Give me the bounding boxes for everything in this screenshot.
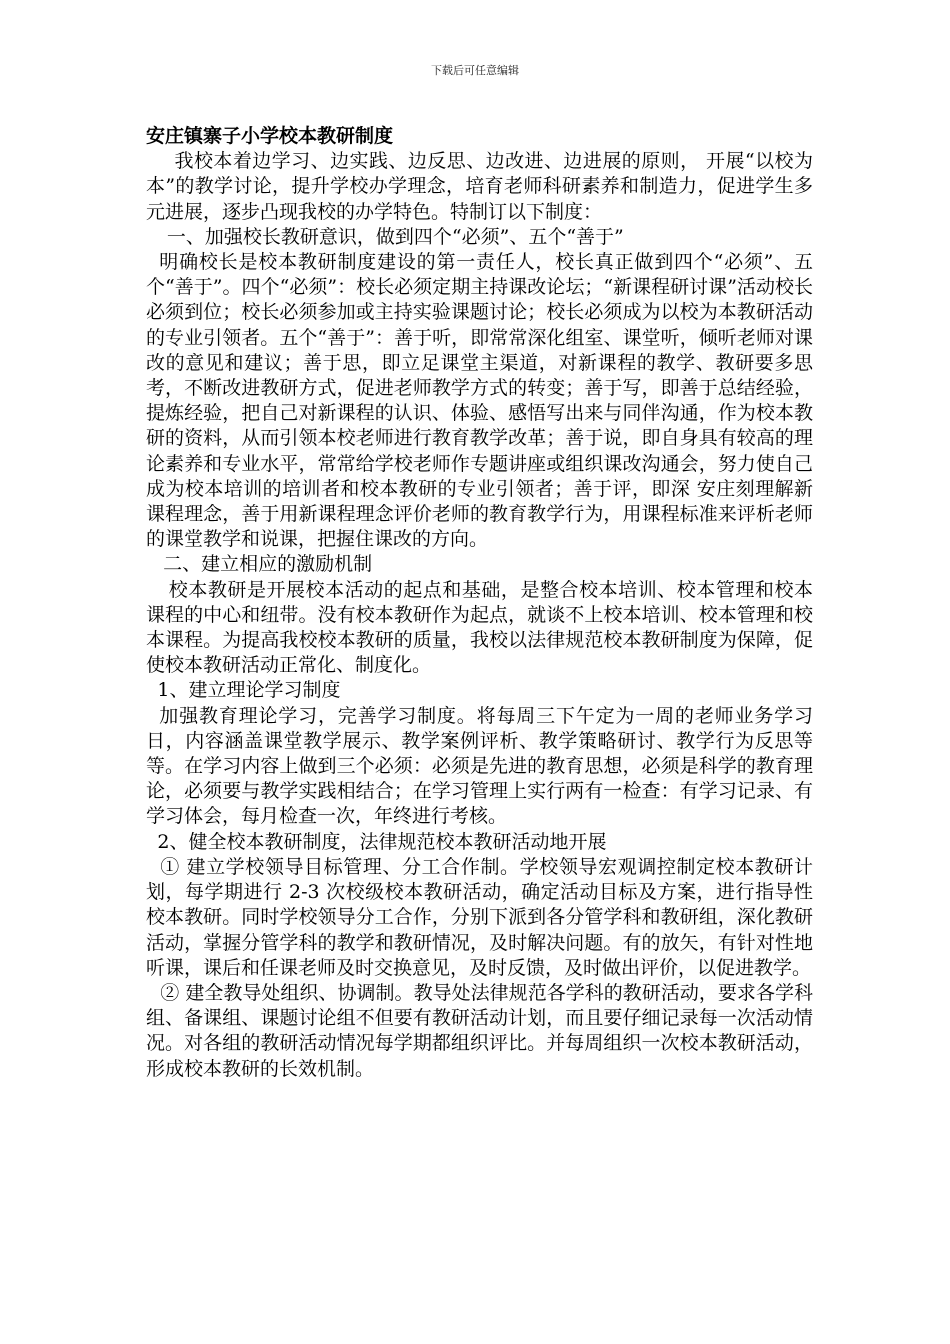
intro-paragraph: 我校本着边学习、边实践、边反思、边改进、边进展的原则， 开展“以校为本”的教学讨论，提升学校办学理念，培育老师科研素养和制造力，促进学生多元进展，逐步凸现我校的办学特色。特制订以下制度： <box>146 150 813 223</box>
list-item-academic-office: ② 建全教导处组织、协调制。教导处法律规范各学科的教研活动，要求各学科组、备课组、课题讨论组不但要有教研活动计划，而且要仔细记录每一次活动情况。对各组的教研活动情况每学期都组织评比。并每周组织一次校本教研活动，形成校本教研的长效机制。 <box>146 981 813 1080</box>
theory-study-paragraph: 加强教育理论学习，完善学习制度。将每周三下午定为一周的老师业务学习日，内容涵盖课堂教学展示、教学案例评析、教学策略研讨、教学行为反思等等。在学习内容上做到三个必须：必须是先进的教育思想，必须是科学的教育理论，必须要与教学实践相结合；在学习管理上实行两有一检查：有学习记录、有学习体会，每月检查一次，年终进行考核。 <box>146 704 813 828</box>
section-heading-principal-awareness: 一、加强校长教研意识，做到四个“必须”、五个“善于” <box>166 225 624 248</box>
subheading-theory-study: 1、建立理论学习制度 <box>157 679 341 702</box>
principal-responsibility-paragraph: 明确校长是校本教研制度建设的第一责任人，校长真正做到四个“必须”、五个“善于”。四个“必须”：校长必须定期主持课改论坛；“新课程研讨课”活动校长必须到位；校长必须参加或主持实验课题讨论；校长必须成为以校为本教研活动的专业引领者。五个“善于”：善于听，即常常深化组室、课堂听，倾听老师对课改的意见和建议；善于思，即立足课堂主渠道，对新课程的教学、教研要多思考，不断改进教研方式，促进老师教学方式的转变；善于写，即善于总结经验，提炼经验，把自己对新课程的认识、体验、感悟写出来与同伴沟通，作为校本教研的资料，从而引领本校老师进行教育教学改革；善于说，即自身具有较高的理论素养和专业水平，常常给学校老师作专题讲座或组织课改沟通会，努力使自己成为校本培训的培训者和校本教研的专业引领者；善于评，即深 安庄刻理解新课程理念，善于用新课程理念评价老师的教育教学行为，用课程标准来评析老师的课堂教学和说课，把握住课改的方向。 <box>146 251 813 551</box>
incentive-paragraph: 校本教研是开展校本活动的起点和基础，是整合校本培训、校本管理和校本课程的中心和纽带。没有校本教研作为起点，就谈不上校本培训、校本管理和校本课程。为提高我校校本教研的质量，我校以法律规范校本教研制度为保障，促使校本教研活动正常化、制度化。 <box>146 578 813 677</box>
subheading-research-system: 2、健全校本教研制度，法律规范校本教研活动地开展 <box>157 830 607 853</box>
section-heading-incentive-mechanism: 二、建立相应的激励机制 <box>163 553 373 576</box>
document-title: 安庄镇寨子小学校本教研制度 <box>146 125 394 147</box>
list-item-leadership-management: ① 建立学校领导目标管理、分工合作制。学校领导宏观调控制定校本教研计划，每学期进行 2-3 次校级校本教研活动，确定活动目标及方案，进行指导性校本教研。同时学校领导分工合作，分别下派到各分管学科和教研组，深化教研活动，掌握分管学科的教学和教研情况，及时解决问题。有的放矢，有针对性地听课，课后和任课老师及时交换意见，及时反馈，及时做出评价，以促进教学。 <box>146 855 813 979</box>
page-header-note: 下载后可任意编辑 <box>431 64 519 77</box>
document-body <box>146 124 813 1082</box>
